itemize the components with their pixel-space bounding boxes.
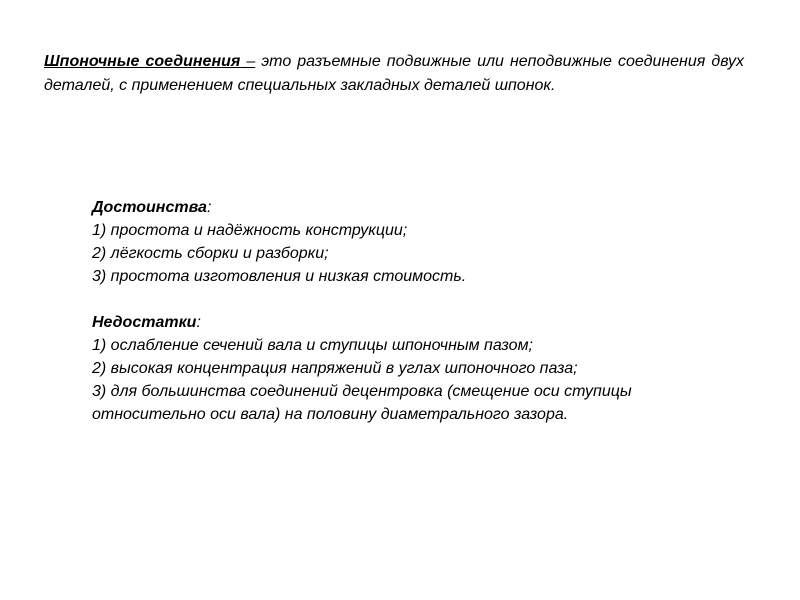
list-item: 2) высокая концентрация напряжений в углах шпоночного паза; <box>92 360 578 377</box>
pros-cons-section <box>92 196 732 426</box>
disadvantages-heading <box>92 311 732 334</box>
list-item: 1) ослабление сечений вала и ступицы шпоночным пазом; <box>92 337 533 354</box>
definition-dash: – <box>240 53 256 70</box>
disadvantages-heading-word: Недостатки <box>92 314 197 331</box>
advantages-heading-colon: : <box>206 199 212 216</box>
definition-text: это разъемные подвижные или неподвижные соединения двух деталей, с применением специальных закладных деталей шпонок. <box>44 53 745 94</box>
definition-term: Шпоночные соединения <box>44 53 241 70</box>
disadvantages-list <box>92 334 732 426</box>
advantages-heading-word: Достоинства <box>92 199 207 216</box>
list-item: 3) для большинства соединений децентровка (смещение оси ступицы относительно оси вала) на половину диаметрального зазора. <box>92 383 632 423</box>
advantages-heading <box>92 196 732 219</box>
list-item: 2) лёгкость сборки и разборки; <box>92 245 329 262</box>
definition-paragraph <box>44 50 744 98</box>
disadvantages-block <box>92 311 732 426</box>
list-item: 3) простота изготовления и низкая стоимость. <box>92 268 467 285</box>
list-item: 1) простота и надёжность конструкции; <box>92 222 408 239</box>
advantages-block <box>92 196 732 288</box>
disadvantages-heading-colon: : <box>196 314 201 331</box>
advantages-list <box>92 219 732 288</box>
